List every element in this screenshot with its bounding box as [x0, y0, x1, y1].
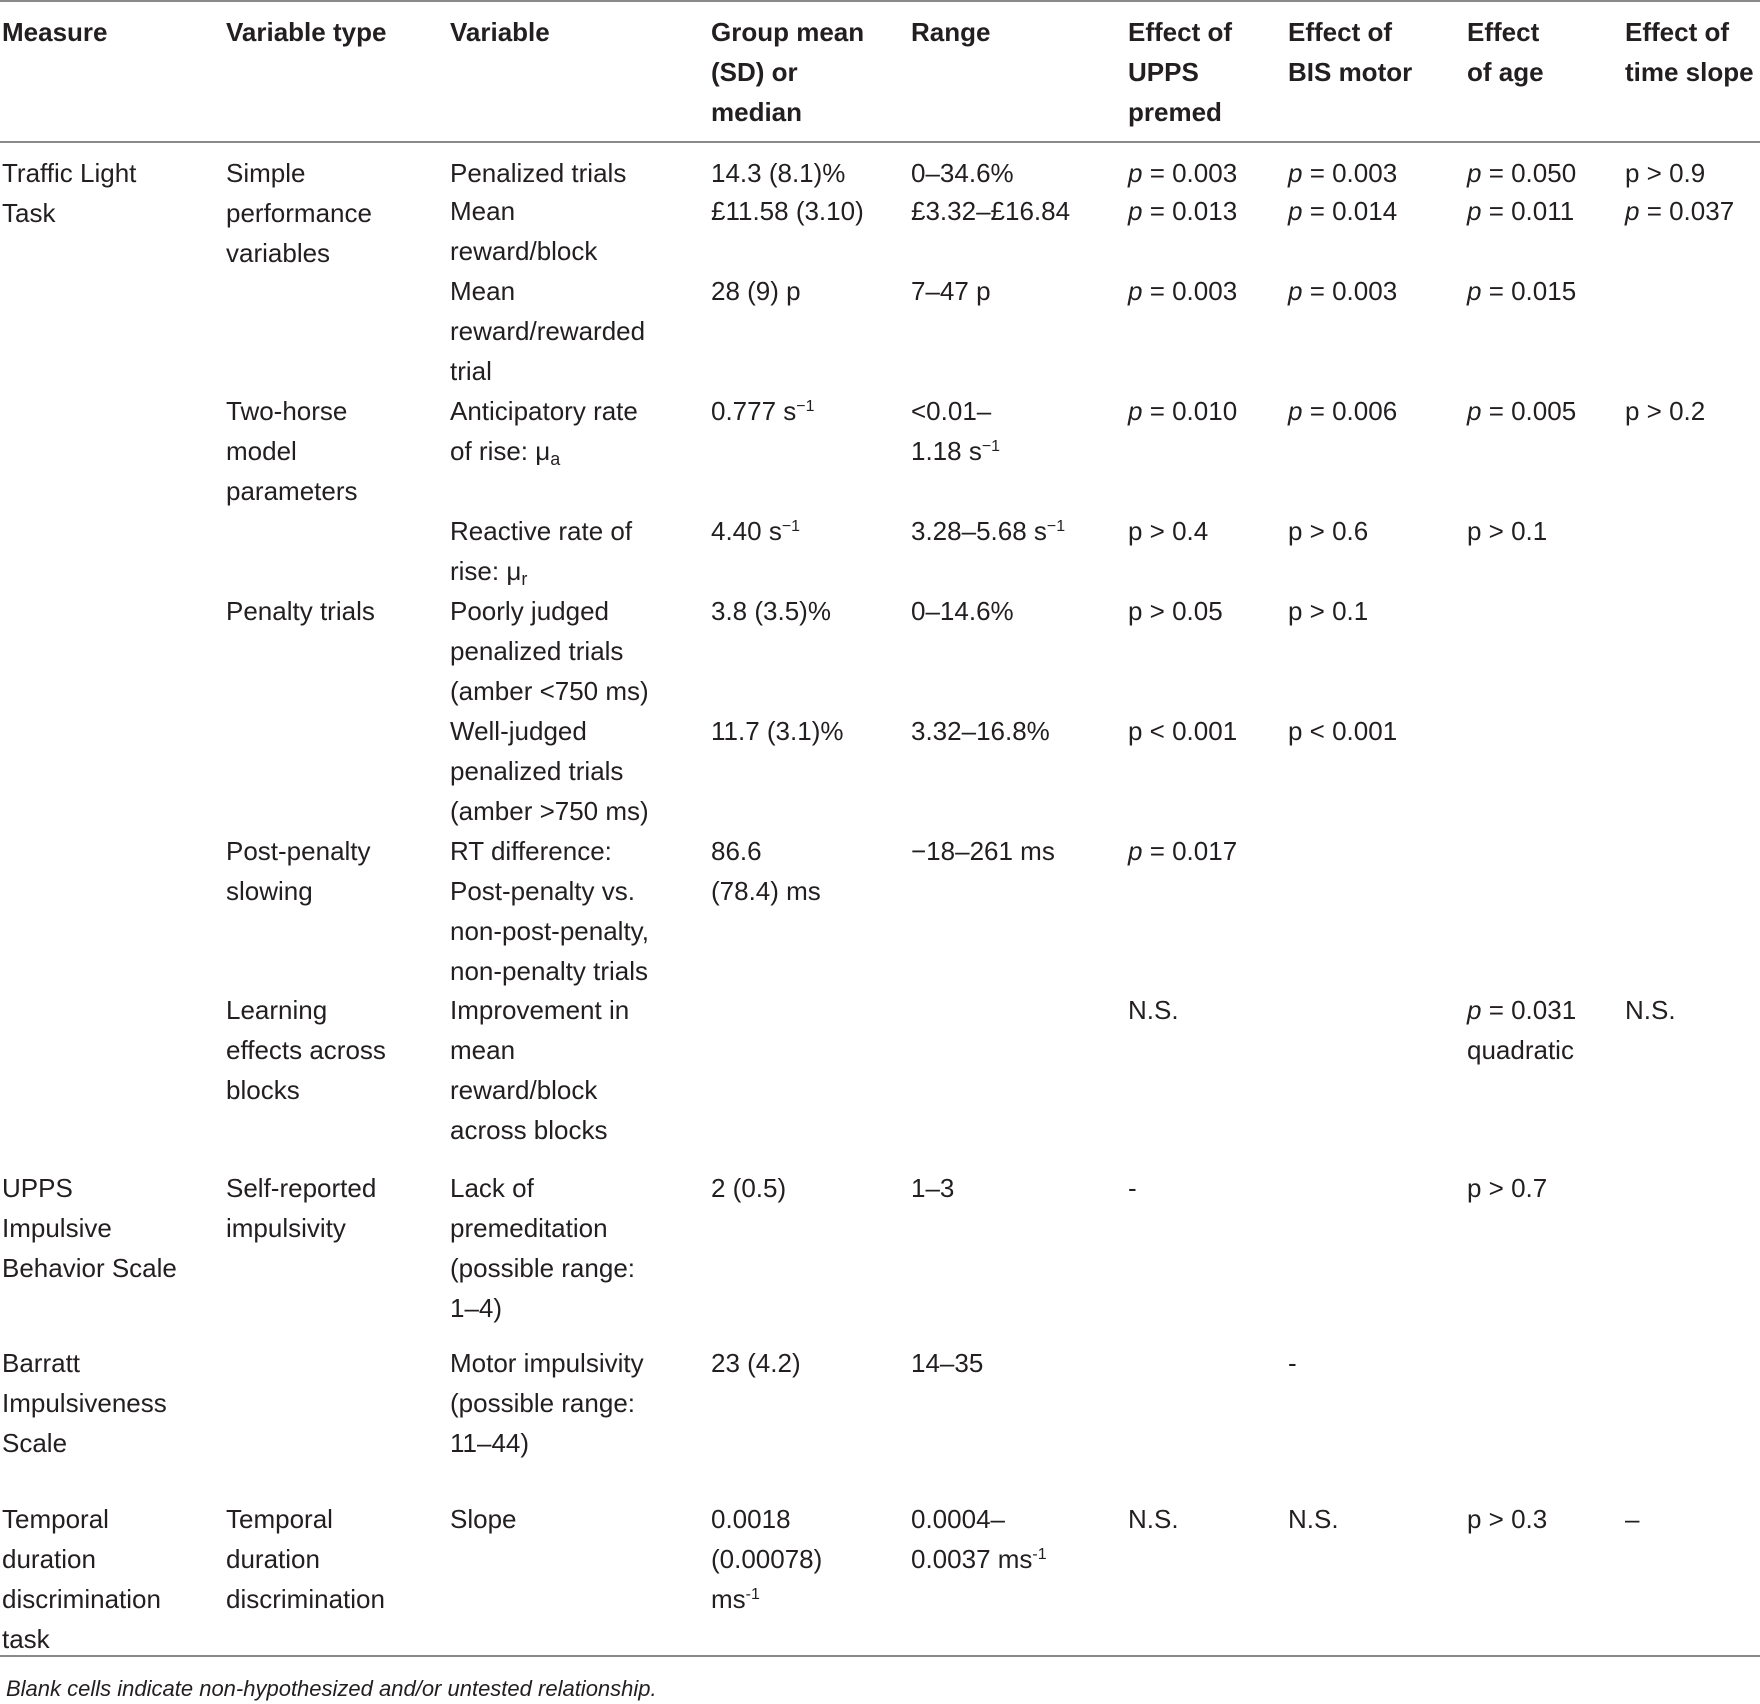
- cell-line: Scale: [2, 1428, 68, 1458]
- cell-line: RT difference:: [450, 836, 612, 866]
- cell-effect-upps: [1128, 1168, 1137, 1208]
- cell-variable-type: [226, 831, 371, 911]
- cell-line: –: [1625, 1504, 1640, 1534]
- column-header-line: Range: [911, 17, 991, 47]
- cell-line: (0.00078): [711, 1544, 823, 1574]
- cell-line: p > 0.05: [1128, 596, 1223, 626]
- cell-line: penalized trials: [450, 756, 624, 786]
- cell-line: Learning: [226, 995, 328, 1025]
- cell-line: p = 0.050: [1467, 158, 1577, 188]
- cell-line: Mean: [450, 276, 516, 306]
- cell-line: Impulsiveness: [2, 1388, 167, 1418]
- column-header-effect-bis: [1288, 12, 1412, 92]
- cell-range: [911, 271, 991, 311]
- cell-line: Post-penalty: [226, 836, 371, 866]
- cell-line: £11.58 (3.10): [711, 196, 864, 226]
- cell-line: p > 0.9: [1625, 158, 1706, 188]
- cell-line: Task: [2, 198, 56, 228]
- cell-effect-age: [1467, 271, 1576, 311]
- cell-line: trial: [450, 356, 492, 386]
- cell-line: p > 0.7: [1467, 1173, 1548, 1203]
- cell-line: variables: [226, 238, 331, 268]
- cell-line: p = 0.017: [1128, 836, 1238, 866]
- cell-line: (possible range:: [450, 1388, 635, 1418]
- column-header-effect-slope: [1625, 12, 1754, 92]
- cell-line: Improvement in: [450, 995, 630, 1025]
- table-footnote: Blank cells indicate non-hypothesized and/or untested relationship.: [6, 1676, 657, 1701]
- column-header-range: [911, 12, 990, 52]
- cell-range: [911, 391, 1000, 471]
- cell-line: Anticipatory rate: [450, 396, 638, 426]
- cell-line: (78.4) ms: [711, 876, 821, 906]
- cell-line: (amber >750 ms): [450, 796, 649, 826]
- cell-line: p = 0.031: [1467, 995, 1577, 1025]
- cell-variable: [450, 1168, 635, 1328]
- cell-line: rise: $\mu_r$: [450, 556, 528, 589]
- cell-line: Behavior Scale: [2, 1253, 177, 1283]
- cell-line: −18–261 ms: [911, 836, 1055, 866]
- column-header-line: premed: [1128, 97, 1222, 127]
- bottom-rule: [0, 1655, 1760, 1657]
- cell-range: [911, 1168, 954, 1208]
- cell-line: Motor impulsivity: [450, 1348, 644, 1378]
- cell-line: 1.18 $s^{-1}$: [911, 436, 1001, 466]
- cell-line: across blocks: [450, 1115, 608, 1145]
- cell-variable: [450, 1343, 644, 1463]
- cell-measure: [2, 1343, 167, 1463]
- cell-effect-age: [1467, 191, 1574, 231]
- cell-line: N.S.: [1128, 995, 1179, 1025]
- cell-line: p = 0.037: [1625, 196, 1735, 226]
- cell-line: 0–14.6%: [911, 596, 1014, 626]
- cell-line: 14–35: [911, 1348, 984, 1378]
- cell-line: p = 0.011: [1467, 196, 1575, 226]
- cell-effect-age: [1467, 153, 1576, 193]
- cell-line: p > 0.6: [1288, 516, 1369, 546]
- column-header-line: median: [711, 97, 803, 127]
- column-header-line: (SD) or: [711, 57, 798, 87]
- cell-effect-upps: [1128, 153, 1237, 193]
- cell-effect-bis: [1288, 153, 1397, 193]
- cell-variable: [450, 391, 638, 471]
- cell-effect-age: [1467, 1499, 1547, 1539]
- cell-line: 1–3: [911, 1173, 955, 1203]
- cell-variable: [450, 591, 649, 711]
- cell-line: discrimination: [2, 1584, 161, 1614]
- cell-effect-bis: [1288, 191, 1397, 231]
- cell-line: p = 0.006: [1288, 396, 1398, 426]
- cell-variable: [450, 831, 649, 991]
- cell-variable: [450, 191, 597, 271]
- cell-variable: [450, 990, 629, 1150]
- cell-line: p > 0.4: [1128, 516, 1209, 546]
- column-header-effect-upps: [1128, 12, 1232, 132]
- cell-line: Temporal: [2, 1504, 109, 1534]
- cell-line: 3.28–5.68 $s^{-1}$: [911, 516, 1066, 546]
- cell-effect-age: [1467, 1168, 1547, 1208]
- cell-line: 1–4): [450, 1293, 503, 1323]
- cell-group-mean: [711, 1499, 822, 1619]
- cell-line: effects across: [226, 1035, 386, 1065]
- column-header-effect-age: [1467, 12, 1544, 92]
- cell-line: 11.7 (3.1)%: [711, 716, 844, 746]
- cell-line: (possible range:: [450, 1253, 635, 1283]
- cell-line: -: [1128, 1173, 1137, 1203]
- cell-line: 0.0018: [711, 1504, 791, 1534]
- cell-line: reward/rewarded: [450, 316, 646, 346]
- cell-group-mean: [711, 391, 815, 431]
- cell-effect-age: [1467, 990, 1576, 1070]
- cell-line: premeditation: [450, 1213, 608, 1243]
- cell-line: duration: [226, 1544, 320, 1574]
- cell-effect-upps: [1128, 591, 1223, 631]
- cell-line: 0–34.6%: [911, 158, 1014, 188]
- top-rule: [0, 0, 1760, 2]
- cell-variable-type: [226, 990, 386, 1110]
- cell-line: 0.0004–: [911, 1504, 1005, 1534]
- cell-line: Impulsive: [2, 1213, 112, 1243]
- cell-line: N.S.: [1625, 995, 1676, 1025]
- cell-effect-bis: [1288, 271, 1397, 311]
- cell-range: [911, 191, 1070, 231]
- cell-line: mean: [450, 1035, 516, 1065]
- cell-line: Simple: [226, 158, 306, 188]
- column-header-line: Measure: [2, 17, 108, 47]
- cell-line: 2 (0.5): [711, 1173, 787, 1203]
- cell-line: p < 0.001: [1288, 716, 1398, 746]
- cell-effect-slope: [1625, 990, 1676, 1030]
- cell-group-mean: [711, 511, 800, 551]
- cell-line: Self-reported: [226, 1173, 377, 1203]
- cell-line: 86.6: [711, 836, 762, 866]
- cell-range: [911, 511, 1065, 551]
- cell-line: p = 0.014: [1288, 196, 1398, 226]
- cell-group-mean: [711, 191, 864, 231]
- cell-variable-type: [226, 153, 372, 273]
- cell-effect-bis: [1288, 391, 1397, 431]
- column-header-line: Effect: [1467, 17, 1540, 47]
- column-header-line: time slope: [1625, 57, 1754, 87]
- column-header-variable: [450, 12, 550, 52]
- cell-variable: [450, 511, 632, 591]
- cell-variable: [450, 1499, 517, 1539]
- cell-line: p = 0.015: [1467, 276, 1577, 306]
- cell-line: p > 0.3: [1467, 1504, 1548, 1534]
- cell-effect-upps: [1128, 1499, 1179, 1539]
- header-rule: [0, 141, 1760, 143]
- cell-effect-bis: [1288, 1499, 1339, 1539]
- cell-variable-type: [226, 1499, 385, 1619]
- cell-line: Mean: [450, 196, 516, 226]
- cell-measure: [2, 1168, 177, 1288]
- cell-group-mean: [711, 831, 821, 911]
- cell-line: Poorly judged: [450, 596, 609, 626]
- cell-effect-slope: [1625, 153, 1705, 193]
- cell-range: [911, 831, 1055, 871]
- cell-line: Traffic Light: [2, 158, 137, 188]
- column-header-group-mean: [711, 12, 864, 132]
- cell-line: quadratic: [1467, 1035, 1574, 1065]
- cell-line: p > 0.1: [1467, 516, 1548, 546]
- cell-group-mean: [711, 1343, 801, 1383]
- cell-effect-upps: [1128, 511, 1208, 551]
- column-header-variable-type: [226, 12, 386, 52]
- column-header-line: UPPS: [1128, 57, 1199, 87]
- cell-line: performance: [226, 198, 372, 228]
- cell-line: $ms^{-1}$: [711, 1584, 760, 1614]
- cell-line: 4.40 $s^{-1}$: [711, 516, 801, 546]
- cell-range: [911, 711, 1050, 751]
- cell-line: model: [226, 436, 297, 466]
- cell-line: Slope: [450, 1504, 517, 1534]
- column-header-line: Variable: [450, 17, 550, 47]
- cell-variable: [450, 711, 649, 831]
- cell-effect-slope: [1625, 191, 1734, 231]
- cell-line: non-penalty trials: [450, 956, 648, 986]
- cell-effect-bis: [1288, 711, 1397, 751]
- cell-range: [911, 1343, 983, 1383]
- cell-line: slowing: [226, 876, 313, 906]
- cell-group-mean: [711, 153, 845, 193]
- cell-line: Two-horse: [226, 396, 348, 426]
- cell-effect-age: [1467, 391, 1576, 431]
- column-header-line: Effect of: [1128, 17, 1232, 47]
- cell-effect-slope: [1625, 1499, 1639, 1539]
- cell-line: discrimination: [226, 1584, 385, 1614]
- cell-line: -: [1288, 1348, 1297, 1378]
- cell-range: [911, 1499, 1047, 1579]
- cell-effect-upps: [1128, 391, 1237, 431]
- cell-line: Penalized trials: [450, 158, 627, 188]
- cell-effect-bis: [1288, 1343, 1297, 1383]
- cell-line: Reactive rate of: [450, 516, 633, 546]
- cell-measure: [2, 1499, 161, 1659]
- cell-variable: [450, 271, 645, 391]
- cell-effect-slope: [1625, 391, 1705, 431]
- cell-line: 3.32–16.8%: [911, 716, 1050, 746]
- cell-effect-upps: [1128, 831, 1237, 871]
- cell-effect-bis: [1288, 591, 1368, 631]
- column-header-line: of age: [1467, 57, 1544, 87]
- cell-variable-type: [226, 1168, 376, 1248]
- cell-group-mean: [711, 591, 831, 631]
- cell-line: p = 0.003: [1128, 276, 1238, 306]
- column-header-measure: [2, 12, 108, 52]
- cell-line: p = 0.013: [1128, 196, 1238, 226]
- cell-line: penalized trials: [450, 636, 624, 666]
- cell-effect-upps: [1128, 191, 1237, 231]
- cell-effect-age: [1467, 511, 1547, 551]
- cell-line: non-post-penalty,: [450, 916, 649, 946]
- cell-line: Post-penalty vs.: [450, 876, 635, 906]
- cell-line: N.S.: [1128, 1504, 1179, 1534]
- column-header-line: Variable type: [226, 17, 387, 47]
- cell-variable-type: [226, 591, 375, 631]
- cell-line: £3.32–£16.84: [911, 196, 1071, 226]
- cell-group-mean: [711, 711, 843, 751]
- cell-line: 23 (4.2): [711, 1348, 801, 1378]
- cell-line: 0.777 $s^{-1}$: [711, 396, 815, 426]
- cell-line: 0.0037 $ms^{-1}$: [911, 1544, 1047, 1574]
- cell-line: p = 0.003: [1128, 158, 1238, 188]
- cell-line: reward/block: [450, 236, 598, 266]
- cell-line: task: [2, 1624, 50, 1654]
- cell-line: parameters: [226, 476, 358, 506]
- cell-line: p = 0.010: [1128, 396, 1238, 426]
- cell-line: p > 0.1: [1288, 596, 1369, 626]
- cell-line: reward/block: [450, 1075, 598, 1105]
- cell-line: (amber <750 ms): [450, 676, 649, 706]
- cell-range: [911, 591, 1014, 631]
- cell-line: Temporal: [226, 1504, 333, 1534]
- cell-effect-upps: [1128, 711, 1237, 751]
- cell-line: <0.01–: [911, 396, 992, 426]
- column-header-line: Group mean: [711, 17, 865, 47]
- cell-line: blocks: [226, 1075, 300, 1105]
- column-header-line: BIS motor: [1288, 57, 1413, 87]
- cell-effect-bis: [1288, 511, 1368, 551]
- cell-group-mean: [711, 271, 801, 311]
- cell-line: 3.8 (3.5)%: [711, 596, 831, 626]
- cell-line: 28 (9) p: [711, 276, 801, 306]
- cell-line: Well-judged: [450, 716, 587, 746]
- cell-line: p = 0.003: [1288, 158, 1398, 188]
- cell-range: [911, 153, 1014, 193]
- cell-line: of rise: $\mu_a$: [450, 436, 561, 469]
- cell-line: impulsivity: [226, 1213, 346, 1243]
- cell-line: Penalty trials: [226, 596, 375, 626]
- column-header-line: Effect of: [1288, 17, 1392, 47]
- cell-line: 11–44): [450, 1428, 530, 1458]
- cell-effect-upps: [1128, 990, 1179, 1030]
- cell-variable-type: [226, 391, 358, 511]
- cell-line: UPPS: [2, 1173, 73, 1203]
- cell-effect-upps: [1128, 271, 1237, 311]
- cell-line: p > 0.2: [1625, 396, 1706, 426]
- cell-line: p = 0.003: [1288, 276, 1398, 306]
- cell-line: 7–47 p: [911, 276, 991, 306]
- cell-group-mean: [711, 1168, 786, 1208]
- cell-measure: [2, 153, 136, 233]
- cell-variable: [450, 153, 626, 193]
- cell-line: 14.3 (8.1)%: [711, 158, 846, 188]
- cell-line: N.S.: [1288, 1504, 1339, 1534]
- cell-line: duration: [2, 1544, 96, 1574]
- column-header-line: Effect of: [1625, 17, 1729, 47]
- cell-line: Lack of: [450, 1173, 534, 1203]
- cell-line: p = 0.005: [1467, 396, 1577, 426]
- cell-line: p < 0.001: [1128, 716, 1238, 746]
- cell-line: Barratt: [2, 1348, 81, 1378]
